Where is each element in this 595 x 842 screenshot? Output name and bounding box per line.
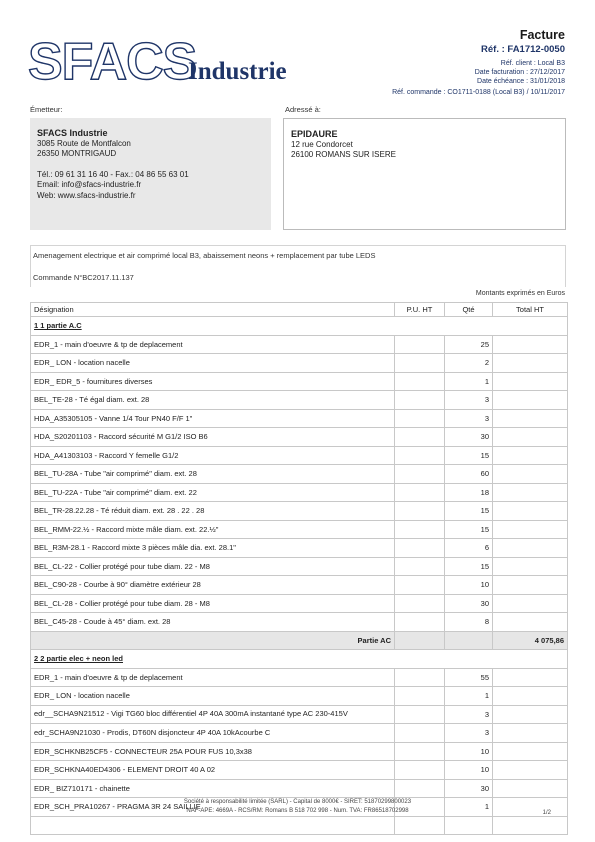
table-row — [31, 687, 568, 706]
row-quantity: 60 — [445, 465, 493, 484]
row-designation: BEL_C45-28 - Coude à 45° diam. ext. 28 — [31, 613, 395, 632]
subtotal-label: Partie AC — [31, 631, 395, 650]
row-quantity: 15 — [445, 446, 493, 465]
row-total — [493, 539, 568, 558]
row-designation: EDR_ EDR_5 - fournitures diverses — [31, 372, 395, 391]
row-quantity: 1 — [445, 687, 493, 706]
subtotal-row — [31, 631, 568, 650]
row-designation: BEL_C90-28 - Courbe à 90° diamètre extérieur 28 — [31, 576, 395, 595]
table-row — [31, 594, 568, 613]
row-designation: BEL_TE-28 - Té égal diam. ext. 28 — [31, 391, 395, 410]
invoice-header — [475, 28, 565, 86]
due-date: Date échéance : 31/01/2018 — [477, 78, 565, 85]
row-total — [493, 613, 568, 632]
row-total — [493, 594, 568, 613]
table-row — [31, 428, 568, 447]
row-unit-price — [395, 724, 445, 743]
row-unit-price — [395, 520, 445, 539]
subtotal-empty-pu — [395, 631, 445, 650]
row-quantity: 3 — [445, 391, 493, 410]
row-designation: BEL_TU-28A - Tube "air comprimé" diam. ext. 28 — [31, 465, 395, 484]
row-quantity: 18 — [445, 483, 493, 502]
row-quantity: 25 — [445, 335, 493, 354]
row-total — [493, 687, 568, 706]
row-designation: BEL_RMM-22.½ - Raccord mixte mâle diam. ext. 22.½" — [31, 520, 395, 539]
recipient-address-line2: 26100 ROMANS SUR ISERE — [291, 150, 396, 159]
order-ref: Réf. commande : CO1711-0188 (Local B3) / 10/11/2017 — [392, 89, 565, 96]
row-unit-price — [395, 594, 445, 613]
row-designation: EDR_ LON - location nacelle — [31, 687, 395, 706]
emitter-address-line1: 3085 Route de Montfalcon — [37, 138, 131, 148]
footer-legal-line2: NAF-APE: 4669A - RCS/RM: Romans B 518 702 998 - Num. TVA: FR86518702998 — [186, 808, 409, 814]
row-quantity: 15 — [445, 502, 493, 521]
row-total — [493, 335, 568, 354]
table-row — [31, 372, 568, 391]
row-unit-price — [395, 354, 445, 373]
section-title: 1 1 partie A.C — [31, 317, 568, 336]
row-unit-price — [395, 705, 445, 724]
row-designation: HDA_A35305105 - Vanne 1/4 Tour PN40 F/F 1" — [31, 409, 395, 428]
row-total — [493, 557, 568, 576]
row-total — [493, 816, 568, 835]
row-designation: EDR_SCHKNB25CF5 - CONNECTEUR 25A POUR FUS 10,3x38 — [31, 742, 395, 761]
company-logo — [28, 34, 328, 92]
invoice-title: Facture — [519, 28, 565, 42]
row-total — [493, 502, 568, 521]
subtotal-value: 4 075,86 — [493, 631, 568, 650]
row-unit-price — [395, 502, 445, 521]
row-quantity: 30 — [445, 779, 493, 798]
row-unit-price — [395, 428, 445, 447]
row-total — [493, 668, 568, 687]
footer-legal-line1: Société à responsabilité limitée (SARL) - Capital de 8000€ - SIRET: 51870299800023 — [183, 799, 412, 805]
table-header-row — [31, 303, 568, 317]
section-title-row — [31, 317, 568, 336]
invoice-description — [30, 245, 566, 287]
row-designation: HDA_S20201103 - Raccord sécurité M G1/2 ISO B6 — [31, 428, 395, 447]
row-quantity: 6 — [445, 539, 493, 558]
row-total — [493, 520, 568, 539]
row-total — [493, 372, 568, 391]
row-quantity: 10 — [445, 761, 493, 780]
table-row-continuation — [31, 816, 568, 835]
table-row — [31, 465, 568, 484]
row-unit-price — [395, 465, 445, 484]
col-designation: Désignation — [31, 303, 395, 317]
row-designation — [31, 816, 395, 835]
row-quantity: 10 — [445, 576, 493, 595]
row-total — [493, 391, 568, 410]
table-row — [31, 613, 568, 632]
row-quantity: 8 — [445, 613, 493, 632]
row-quantity: 1 — [445, 798, 493, 817]
col-quantity: Qté — [445, 303, 493, 317]
row-unit-price — [395, 742, 445, 761]
table-row — [31, 335, 568, 354]
recipient-label: Adressé à: — [285, 105, 321, 114]
row-quantity: 15 — [445, 520, 493, 539]
row-quantity: 3 — [445, 724, 493, 743]
row-quantity: 30 — [445, 428, 493, 447]
table-row — [31, 391, 568, 410]
table-row — [31, 742, 568, 761]
table-row — [31, 446, 568, 465]
row-total — [493, 465, 568, 484]
table-row — [31, 557, 568, 576]
row-quantity: 3 — [445, 705, 493, 724]
row-unit-price — [395, 483, 445, 502]
row-designation: EDR_ BIZ710171 - chainette — [31, 779, 395, 798]
row-total — [493, 576, 568, 595]
row-unit-price — [395, 576, 445, 595]
section-title: 2 2 partie elec + neon led — [31, 650, 568, 669]
row-quantity: 30 — [445, 594, 493, 613]
row-quantity: 55 — [445, 668, 493, 687]
table-row — [31, 520, 568, 539]
row-designation: EDR_SCHKNA40ED4306 - ELEMENT DROIT 40 A 02 — [31, 761, 395, 780]
table-row — [31, 539, 568, 558]
table-row — [31, 502, 568, 521]
row-quantity — [445, 816, 493, 835]
recipient-box — [283, 118, 566, 230]
row-unit-price — [395, 409, 445, 428]
row-designation: EDR_ LON - location nacelle — [31, 354, 395, 373]
row-unit-price — [395, 335, 445, 354]
row-quantity: 10 — [445, 742, 493, 761]
row-total — [493, 761, 568, 780]
description-text: Amenagement electrique et air comprimé local B3, abaissement neons + remplacement par tube LEDS — [33, 251, 376, 260]
row-total — [493, 724, 568, 743]
row-designation: BEL_R3M-28.1 - Raccord mixte 3 pièces mâle dia. ext. 28.1" — [31, 539, 395, 558]
client-ref: Réf. client : Local B3 — [500, 60, 565, 67]
subtotal-empty-qty — [445, 631, 493, 650]
col-unit-price: P.U. HT — [395, 303, 445, 317]
row-unit-price — [395, 372, 445, 391]
row-total — [493, 742, 568, 761]
emitter-address-line2: 26350 MONTRIGAUD — [37, 149, 117, 158]
row-designation: BEL_TR-28.22.28 - Té réduit diam. ext. 28 . 22 . 28 — [31, 502, 395, 521]
row-unit-price — [395, 816, 445, 835]
row-unit-price — [395, 668, 445, 687]
row-unit-price — [395, 613, 445, 632]
row-total — [493, 428, 568, 447]
table-row — [31, 409, 568, 428]
row-designation: BEL_CL-22 - Collier protégé pour tube diam. 22 - M8 — [31, 557, 395, 576]
row-quantity: 2 — [445, 354, 493, 373]
invoice-ref: Réf. : FA1712-0050 — [481, 44, 565, 55]
row-unit-price — [395, 391, 445, 410]
row-total — [493, 705, 568, 724]
row-designation: EDR_1 - main d'oeuvre & tp de deplacement — [31, 335, 395, 354]
row-designation: BEL_TU-22A - Tube "air comprimé" diam. ext. 22 — [31, 483, 395, 502]
emitter-phone: Tél.: 09 61 31 16 40 - Fax.: 04 86 55 63 01 — [37, 169, 189, 179]
row-unit-price — [395, 539, 445, 558]
col-total: Total HT — [493, 303, 568, 317]
row-designation: BEL_CL-28 - Collier protégé pour tube diam. 28 - M8 — [31, 594, 395, 613]
table-row — [31, 483, 568, 502]
emitter-name: SFACS Industrie — [37, 128, 108, 138]
row-designation: EDR_SCH_PRA10267 - PRAGMA 3R 24 SAILLIE — [31, 798, 395, 817]
row-total — [493, 779, 568, 798]
row-designation: edr__SCHA9N21512 - Vigi TG60 bloc différentiel 4P 40A 300mA instantané type AC 230-415V — [31, 705, 395, 724]
row-designation: EDR_1 - main d'oeuvre & tp de deplacement — [31, 668, 395, 687]
recipient-name: EPIDAURE — [291, 129, 338, 139]
currency-note: Montants exprimés en Euros — [475, 290, 565, 297]
table-row — [31, 705, 568, 724]
emitter-website: Web: www.sfacs-industrie.fr — [37, 190, 136, 200]
emitter-label: Émetteur: — [30, 105, 63, 114]
emitter-email: Email: info@sfacs-industrie.fr — [37, 180, 142, 189]
row-total — [493, 409, 568, 428]
table-row — [31, 668, 568, 687]
section-title-row — [31, 650, 568, 669]
items-table — [30, 302, 568, 835]
row-designation: HDA_A41303103 - Raccord Y femelle G1/2 — [31, 446, 395, 465]
order-number: Commande N°BC2017.11.137 — [33, 273, 134, 282]
table-row — [31, 354, 568, 373]
logo-sub-text: Industrie — [188, 58, 287, 85]
row-quantity: 3 — [445, 409, 493, 428]
logo-main-text: SFACS — [28, 33, 197, 91]
recipient-address-line1: 12 rue Condorcet — [291, 139, 353, 149]
row-unit-price — [395, 687, 445, 706]
row-unit-price — [395, 446, 445, 465]
table-row — [31, 724, 568, 743]
table-row — [31, 779, 568, 798]
row-quantity: 15 — [445, 557, 493, 576]
emitter-box — [30, 118, 271, 230]
row-total — [493, 354, 568, 373]
page-number: 1/2 — [542, 810, 551, 816]
invoice-date: Date facturation : 27/12/2017 — [474, 69, 565, 76]
row-unit-price — [395, 557, 445, 576]
row-unit-price — [395, 761, 445, 780]
row-total — [493, 446, 568, 465]
table-row — [31, 761, 568, 780]
row-total — [493, 483, 568, 502]
row-designation: edr_SCHA9N21030 - Prodis, DT60N disjoncteur 4P 40A 10kAcourbe C — [31, 724, 395, 743]
row-unit-price — [395, 779, 445, 798]
table-row — [31, 576, 568, 595]
row-quantity: 1 — [445, 372, 493, 391]
